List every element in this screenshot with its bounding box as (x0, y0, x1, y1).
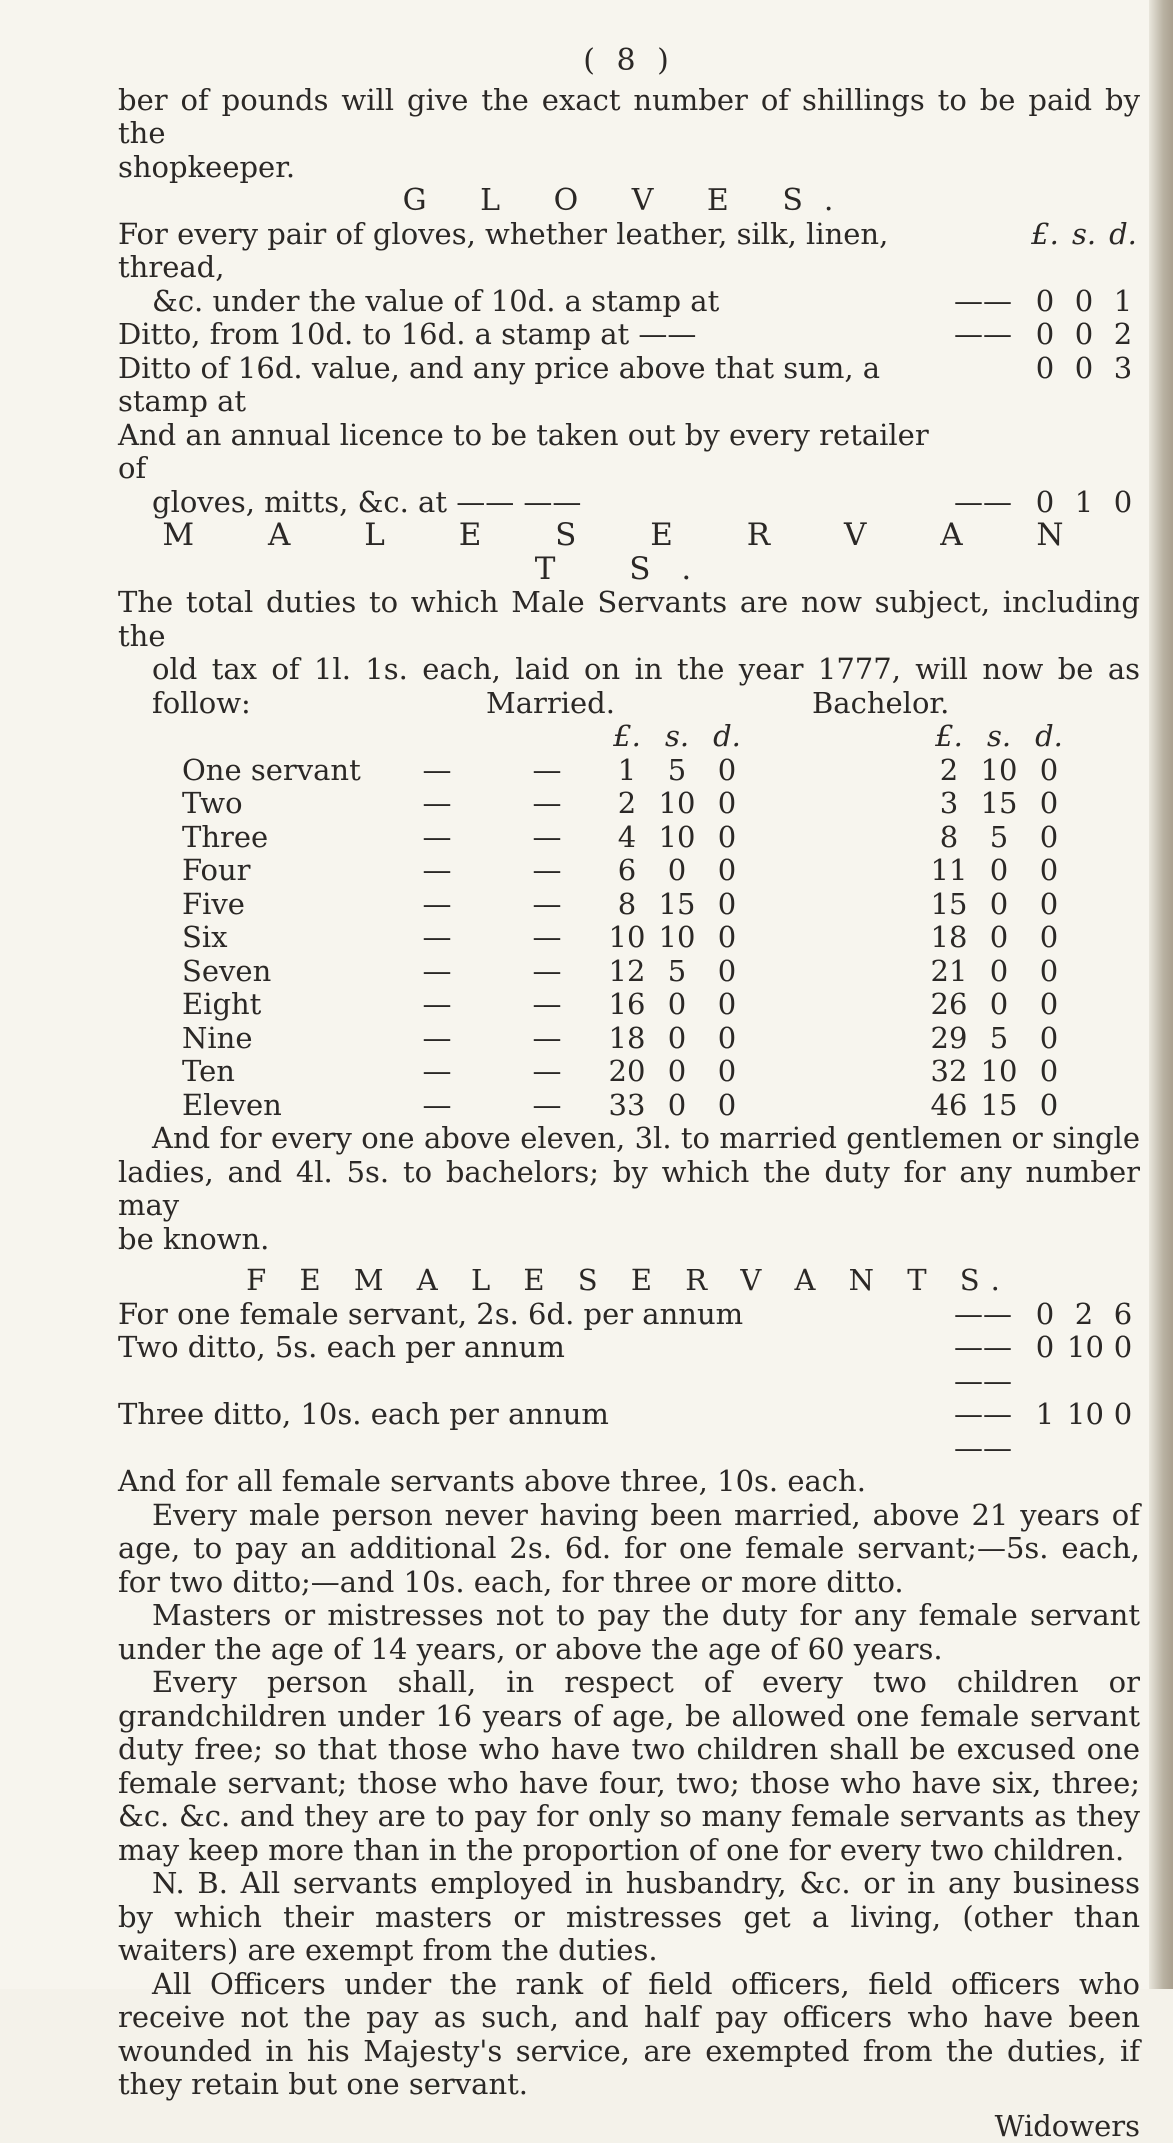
bachelor-amount (924, 754, 1074, 788)
amount-part: s. (1067, 218, 1101, 252)
amount-part: 0 (1024, 1022, 1074, 1056)
amount-part: 10 (652, 921, 702, 955)
female-above-three: And for all female servants above three, 10s. each. (118, 1465, 1140, 1499)
amount-part: 0 (1024, 1089, 1074, 1123)
amount-part: 0 (974, 921, 1024, 955)
bachelor-amount (924, 1089, 1074, 1123)
catchword: Widowers (118, 2110, 1140, 2143)
bachelor-header: Bachelor. (812, 687, 962, 721)
amount-part: 18 (924, 921, 974, 955)
amount-part: 3 (924, 787, 974, 821)
married-amount (602, 1089, 752, 1123)
amount-part: 0 (652, 1089, 702, 1123)
amount-part: 0 (1024, 955, 1074, 989)
gloves-row-text: Ditto, from 10d. to 16d. a stamp at —— (118, 318, 938, 352)
paragraph: Masters or mistresses not to pay the duty for any female servant under the age of 14 years, or above the age of 60 years. (118, 1599, 1140, 1666)
row-dash: — (492, 1055, 602, 1089)
male-servant-row (182, 1055, 1140, 1089)
gloves-row-amount (1028, 352, 1140, 386)
row-dash: — (492, 1089, 602, 1123)
bachelor-amount (924, 988, 1074, 1022)
amount-part: £. (1028, 218, 1062, 252)
amount-part: 3 (1106, 352, 1140, 386)
amount-part: 10 (602, 921, 652, 955)
male-table-units (182, 720, 1140, 754)
row-dash: — (382, 754, 492, 788)
paragraph: Every male person never having been married, above 21 years of age, to pay an additional 2s. 6d. for one female servant;—5s. each, for two ditto;—and 10s. each, for three or more ditto. (118, 1499, 1140, 1600)
married-amount (602, 854, 752, 888)
amount-part: 10 (974, 1055, 1024, 1089)
row-dash: — (382, 921, 492, 955)
amount-part: 8 (924, 821, 974, 855)
amount-part: 0 (1024, 754, 1074, 788)
amount-part: 10 (1067, 1331, 1101, 1365)
amount-part: 2 (1067, 1298, 1101, 1332)
married-amount (602, 821, 752, 855)
amount-part: 0 (652, 988, 702, 1022)
gloves-row (118, 285, 1140, 319)
amount-part: 0 (974, 988, 1024, 1022)
amount-part: d. (1106, 218, 1140, 252)
servant-count: Nine (182, 1022, 382, 1056)
gloves-row-text: Ditto of 16d. value, and any price above that sum, a stamp at (118, 352, 938, 419)
intro-line-1: ber of pounds will give the exact number of shillings to be paid by the (118, 84, 1140, 151)
amount-part: 5 (974, 1022, 1024, 1056)
servant-count: Eleven (182, 1089, 382, 1123)
male-servant-row (182, 1089, 1140, 1123)
amount-part: 0 (702, 854, 752, 888)
row-dash: — (382, 854, 492, 888)
male-after-line-3: be known. (118, 1223, 1140, 1257)
book-spine-edge (1149, 0, 1173, 1989)
amount-part: 0 (652, 1022, 702, 1056)
amount-part: 0 (1028, 285, 1062, 319)
servant-count: One servant (182, 754, 382, 788)
amount-part: 10 (652, 787, 702, 821)
female-servants-table (118, 1298, 1140, 1466)
page-content (118, 44, 1140, 2143)
amount-part: 0 (1024, 787, 1074, 821)
gloves-row-dash: —— (938, 285, 1028, 319)
female-row-amount (1028, 1398, 1140, 1432)
servant-count: Seven (182, 955, 382, 989)
amount-part: 0 (1028, 1298, 1062, 1332)
amount-part: 29 (924, 1022, 974, 1056)
amount-part: 1 (1067, 486, 1101, 520)
servant-count: Three (182, 821, 382, 855)
amount-part: 0 (702, 1055, 752, 1089)
amount-part: 6 (602, 854, 652, 888)
amount-part: 10 (1067, 1398, 1101, 1432)
amount-part: 0 (702, 1089, 752, 1123)
bachelor-amount (924, 821, 1074, 855)
intro-line-2: shopkeeper. (118, 151, 1140, 185)
bachelor-amount (924, 1055, 1074, 1089)
female-servant-row (118, 1398, 1140, 1465)
amount-part: 10 (974, 754, 1024, 788)
gloves-row (118, 218, 1140, 285)
page-number: ( 8 ) (118, 44, 1140, 78)
amount-part: 0 (702, 754, 752, 788)
married-header: Married. (486, 687, 746, 721)
amount-part: 2 (924, 754, 974, 788)
servant-count: Six (182, 921, 382, 955)
amount-part: 5 (974, 821, 1024, 855)
amount-part: 0 (702, 787, 752, 821)
amount-part: 11 (924, 854, 974, 888)
row-dash: — (492, 988, 602, 1022)
married-amount (602, 787, 752, 821)
amount-part: 0 (652, 854, 702, 888)
gloves-row (118, 318, 1140, 352)
amount-part: 26 (924, 988, 974, 1022)
male-servant-row (182, 988, 1140, 1022)
amount-part: 0 (702, 955, 752, 989)
unit-pence: d. (1024, 720, 1074, 754)
amount-part: 5 (652, 754, 702, 788)
female-row-text: For one female servant, 2s. 6d. per annum (118, 1298, 938, 1332)
gloves-row-amount (1028, 486, 1140, 520)
amount-part: 18 (602, 1022, 652, 1056)
row-dash: — (382, 955, 492, 989)
row-dash: — (382, 1089, 492, 1123)
bachelor-amount (924, 955, 1074, 989)
amount-part: 16 (602, 988, 652, 1022)
female-servants-heading: F E M A L E S E R V A N T S. (118, 1264, 1140, 1298)
servant-count: Ten (182, 1055, 382, 1089)
row-dash: — (492, 787, 602, 821)
amount-part: 0 (702, 921, 752, 955)
amount-part: 33 (602, 1089, 652, 1123)
male-servant-row (182, 821, 1140, 855)
gloves-row-amount (1028, 318, 1140, 352)
gloves-row (118, 352, 1140, 419)
amount-part: 0 (974, 854, 1024, 888)
amount-part: 0 (974, 955, 1024, 989)
female-row-text: Three ditto, 10s. each per annum (118, 1398, 938, 1432)
married-amount (602, 1022, 752, 1056)
amount-part: 2 (602, 787, 652, 821)
male-after-line-1: And for every one above eleven, 3l. to married gentlemen or single (118, 1122, 1140, 1156)
male-servant-row (182, 787, 1140, 821)
male-servant-row (182, 955, 1140, 989)
male-servant-row (182, 854, 1140, 888)
row-dash: — (382, 888, 492, 922)
amount-part: 2 (1106, 318, 1140, 352)
row-dash: — (492, 888, 602, 922)
row-dash: — (492, 754, 602, 788)
row-dash: — (492, 955, 602, 989)
row-dash: — (382, 1055, 492, 1089)
row-dash: — (492, 821, 602, 855)
amount-part: 0 (1024, 821, 1074, 855)
married-amount (602, 1055, 752, 1089)
amount-part: 1 (602, 754, 652, 788)
amount-part: 20 (602, 1055, 652, 1089)
amount-part: 0 (1028, 486, 1062, 520)
female-row-amount (1028, 1331, 1140, 1365)
amount-part: 12 (602, 955, 652, 989)
amount-part: 0 (1024, 888, 1074, 922)
amount-part: 0 (974, 888, 1024, 922)
gloves-row-text: And an annual licence to be taken out by every retailer of (118, 419, 938, 486)
bachelor-amount (924, 787, 1074, 821)
amount-part: 0 (1028, 352, 1062, 386)
amount-part: 0 (652, 1055, 702, 1089)
amount-part: 0 (1067, 352, 1101, 386)
amount-part: 0 (702, 821, 752, 855)
paragraph: Every person shall, in respect of every two children or grandchildren under 16 years of age, be allowed one female servant duty free; so that those who have two children shall be excused one female servant; those who have four, two; those who have six, three; &c. &c. and they are to pay for only so many female servants as they may keep more than in the proportion of one for every two children. (118, 1666, 1140, 1867)
bachelor-amount (924, 921, 1074, 955)
amount-part: 0 (1106, 1398, 1140, 1432)
unit-pound: £. (602, 720, 652, 754)
male-table-header (118, 687, 1140, 721)
gloves-row-text: For every pair of gloves, whether leather, silk, linen, thread, (118, 218, 938, 285)
male-servant-row (182, 888, 1140, 922)
unit-shilling: s. (974, 720, 1024, 754)
row-dash: — (382, 821, 492, 855)
servant-count: Five (182, 888, 382, 922)
amount-part: 0 (1028, 1331, 1062, 1365)
amount-part: 21 (924, 955, 974, 989)
amount-part: 0 (1024, 921, 1074, 955)
male-servants-table (182, 720, 1140, 1122)
amount-part: 1 (1028, 1398, 1062, 1432)
row-dash: — (382, 988, 492, 1022)
row-dash: — (382, 1022, 492, 1056)
amount-part: 15 (974, 787, 1024, 821)
unit-shilling: s. (652, 720, 702, 754)
amount-part: 0 (1106, 1331, 1140, 1365)
female-servant-row (118, 1298, 1140, 1332)
amount-part: 0 (702, 888, 752, 922)
unit-pound: £. (924, 720, 974, 754)
male-servant-row (182, 754, 1140, 788)
married-amount (602, 955, 752, 989)
paragraph: All Officers under the rank of field officers, field officers who receive not the pay as such, and half pay officers who have been wounded in his Majesty's service, are exempted from the duties, if they retain but one servant. (118, 1968, 1140, 2102)
servant-count: Four (182, 854, 382, 888)
follow-label: follow: (118, 687, 486, 721)
male-servants-heading: M A L E S E R V A N T S. (118, 519, 1140, 586)
amount-part: 8 (602, 888, 652, 922)
gloves-row-text: &c. under the value of 10d. a stamp at (118, 285, 938, 319)
amount-part: 0 (1106, 486, 1140, 520)
gloves-row-dash: —— (938, 318, 1028, 352)
row-dash: — (492, 921, 602, 955)
amount-part: 0 (702, 988, 752, 1022)
male-after-line-2: ladies, and 4l. 5s. to bachelors; by which the duty for any number may (118, 1156, 1140, 1223)
female-paragraphs (118, 1499, 1140, 2102)
amount-part: 1 (1106, 285, 1140, 319)
female-servant-row (118, 1331, 1140, 1398)
female-row-dash: —— —— (938, 1331, 1028, 1398)
male-intro-line-2: old tax of 1l. 1s. each, laid on in the year 1777, will now be as (118, 653, 1140, 687)
bachelor-amount (924, 888, 1074, 922)
servant-count: Eight (182, 988, 382, 1022)
married-amount (602, 888, 752, 922)
gloves-row-amount (1028, 285, 1140, 319)
amount-part: 0 (1028, 318, 1062, 352)
female-row-dash: —— —— (938, 1398, 1028, 1465)
row-dash: — (492, 854, 602, 888)
amount-part: 10 (652, 821, 702, 855)
female-row-dash: —— (938, 1298, 1028, 1332)
gloves-row (118, 419, 1140, 486)
amount-part: 15 (924, 888, 974, 922)
amount-part: 0 (1067, 318, 1101, 352)
gloves-row (118, 486, 1140, 520)
gloves-row-amount (1028, 218, 1140, 252)
amount-part: 0 (1024, 854, 1074, 888)
amount-part: 5 (652, 955, 702, 989)
female-row-amount (1028, 1298, 1140, 1332)
unit-pence: d. (702, 720, 752, 754)
paragraph: N. B. All servants employed in husbandry, &c. or in any business by which their masters or mistresses get a living, (other than waiters) are exempt from the duties. (118, 1867, 1140, 1968)
amount-part: 0 (1067, 285, 1101, 319)
amount-part: 32 (924, 1055, 974, 1089)
gloves-heading: G L O V E S. (118, 184, 1140, 218)
bachelor-amount (924, 1022, 1074, 1056)
amount-part: 0 (702, 1022, 752, 1056)
gloves-row-dash: —— (938, 486, 1028, 520)
amount-part: 4 (602, 821, 652, 855)
amount-part: 0 (1024, 1055, 1074, 1089)
bachelor-amount (924, 854, 1074, 888)
female-row-text: Two ditto, 5s. each per annum (118, 1331, 938, 1365)
servant-count: Two (182, 787, 382, 821)
amount-part: 15 (652, 888, 702, 922)
gloves-row-text: gloves, mitts, &c. at —— —— (118, 486, 938, 520)
row-dash: — (382, 787, 492, 821)
row-dash: — (492, 1022, 602, 1056)
male-servant-row (182, 921, 1140, 955)
amount-part: 0 (1024, 988, 1074, 1022)
male-servant-row (182, 1022, 1140, 1056)
married-amount (602, 988, 752, 1022)
married-amount (602, 921, 752, 955)
male-intro-line-1: The total duties to which Male Servants are now subject, including the (118, 586, 1140, 653)
amount-part: 15 (974, 1089, 1024, 1123)
amount-part: 6 (1106, 1298, 1140, 1332)
gloves-table (118, 218, 1140, 520)
amount-part: 46 (924, 1089, 974, 1123)
married-amount (602, 754, 752, 788)
